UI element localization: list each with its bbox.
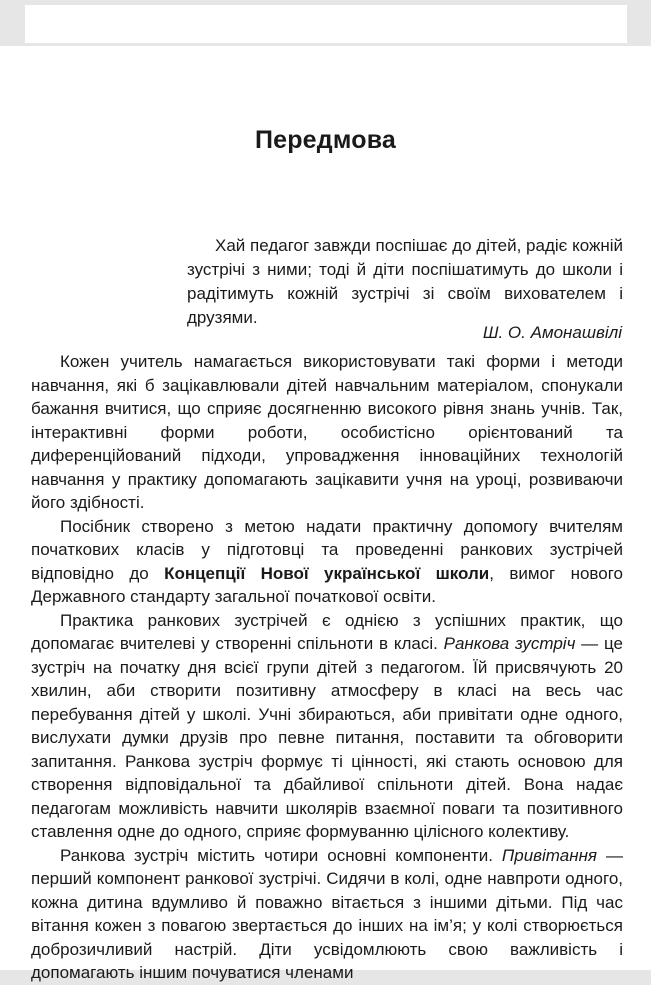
paragraph-2 xyxy=(31,515,623,609)
document-page xyxy=(0,46,651,982)
paragraph-4-text-after: — перший компонент ранкової зустрічі. Сидячи в колі, одне навпроти одного, кожна дитина вдумливо й поважно вітається з іншими дітьми. Під час вітання кожен з повагою звертається до інших на ім’я; у колі створюється доброзичливий настрій. Діти усвідомлюють свою важливість і допомагають іншим почуватися членами xyxy=(31,845,623,982)
paragraph-1 xyxy=(31,350,623,515)
paragraph-3-text-after: — це зустріч на початку дня всієї групи дітей з педагогом. Їй присвячують 20 хвилин, аби створити позитивну атмосферу в класі на весь час перебування дітей у школі. Учні збираються, аби привітати одне одного, вислухати думки друзів про певне питання, поставити та обговорити запитання. Ранкова зустріч формує ті цінності, які стають основою для створення відповідальної та дбайливої спільноти дітей. Вона надає педагогам можливість навчити школярів взаємної поваги та позитивного ставлення одне до одного, сприяє формуванню цілісного колективу. xyxy=(31,634,623,841)
paragraph-1-text: Кожен учитель намагається використовувати такі форми і методи навчання, які б зацікавлювали дітей навчальним матеріалом, спонукали бажання вчитися, що сприяє досягненню високого рівня знань учнів. Так, інтерактивні форми роботи, особистісно орієнтований та диференційований підходи, упровадження інноваційних технологій навчання у практику допомагають зацікавити учня на уроці, розвиваючи його здібності. xyxy=(31,352,623,512)
body-text xyxy=(31,350,623,985)
epigraph-quote: Хай педагог завжди поспішає до дітей, радіє кожній зустрічі з ними; тоді й діти поспішатимуть до школи і радітимуть кожній зустрічі зі своїм вихователем і друзями. xyxy=(187,236,623,327)
paragraph-2-text-after: , вимог нового Державного стандарту загальної початкової освіти. xyxy=(31,563,624,606)
paragraph-3-text-before: Практика ранкових зустрічей є однією з успішних практик, що допомагає вчителеві у створенні спільноти в класі. xyxy=(31,610,623,653)
epigraph-author: Ш. О. Амонашвілі xyxy=(482,323,622,342)
paragraph-4-text-before: Ранкова зустріч містить чотири основні компоненти. xyxy=(60,845,502,865)
term-morning-meeting: Ранкова зустріч xyxy=(443,634,576,653)
concept-title: Концепції Нової української школи xyxy=(164,563,490,583)
page-title: Передмова xyxy=(254,126,397,154)
paragraph-4 xyxy=(31,844,623,985)
paragraph-2-text-before: Посібник створено з метою надати практичну допомогу вчителям початкових класів у підготовці та проведенні ранкових зустрічей відповідно до xyxy=(31,516,623,583)
page-header-strip xyxy=(25,5,627,43)
paragraph-3 xyxy=(31,609,623,844)
term-greeting: Привітання xyxy=(501,845,598,865)
